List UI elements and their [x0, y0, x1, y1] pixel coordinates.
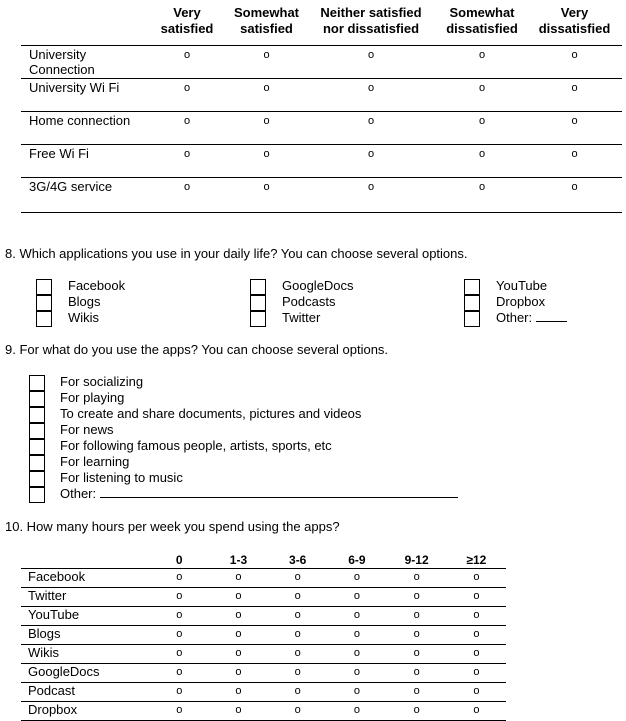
radio-option[interactable]: o [437, 46, 527, 79]
hours-column-header: 6-9 [348, 553, 366, 567]
radio-option[interactable]: o [146, 145, 228, 178]
checkbox[interactable] [250, 311, 266, 327]
corner-cell [21, 5, 146, 46]
radio-option[interactable]: o [146, 46, 228, 79]
checkbox-label-text: YouTube [496, 278, 548, 293]
radio-option[interactable]: o [447, 645, 506, 664]
radio-option[interactable]: o [209, 607, 268, 626]
radio-option[interactable]: o [327, 645, 386, 664]
hours-row [21, 664, 506, 683]
radio-option[interactable]: o [150, 664, 209, 683]
radio-option[interactable]: o [327, 683, 386, 702]
checkbox[interactable] [29, 423, 45, 439]
radio-option[interactable]: o [447, 702, 506, 721]
app-row-label: Wikis [21, 645, 150, 664]
checkbox-label [60, 454, 129, 470]
checkbox-label [60, 470, 183, 486]
radio-option[interactable]: o [228, 178, 305, 213]
question-8-text: 8. Which applications you use in your daily life? You can choose several options. [5, 246, 468, 261]
checkbox-label-text: Podcasts [282, 294, 336, 309]
radio-option[interactable]: o [387, 664, 447, 683]
checkbox-label-text: Other: [496, 310, 533, 325]
hours-row [21, 607, 506, 626]
radio-option[interactable]: o [268, 683, 327, 702]
checkbox-label [282, 310, 320, 326]
column-header-line: satisfied [160, 21, 214, 36]
radio-option[interactable]: o [327, 569, 386, 588]
hours-column-header: 3-6 [289, 553, 307, 567]
checkbox-label [68, 294, 101, 310]
checkbox[interactable] [29, 391, 45, 407]
checkbox[interactable] [464, 279, 480, 295]
hours-row [21, 645, 506, 664]
column-header-very-satisfied [146, 5, 228, 46]
radio-option[interactable]: o [447, 664, 506, 683]
checkbox-label-text: Blogs [68, 294, 101, 309]
radio-option[interactable]: o [327, 664, 386, 683]
checkbox[interactable] [250, 279, 266, 295]
app-row-label: Facebook [21, 569, 150, 588]
radio-option[interactable]: o [228, 112, 305, 145]
satisfaction-row [21, 46, 622, 79]
hours-row [21, 702, 506, 721]
radio-option[interactable]: o [437, 112, 527, 145]
radio-option[interactable]: o [447, 626, 506, 645]
radio-option[interactable]: o [387, 588, 447, 607]
checkbox[interactable] [464, 311, 480, 327]
radio-option[interactable]: o [387, 683, 447, 702]
radio-option[interactable]: o [305, 79, 437, 112]
hours-column-header: 0 [175, 553, 183, 567]
checkbox-label [68, 278, 125, 294]
radio-option[interactable]: o [209, 645, 268, 664]
row-label [21, 112, 146, 145]
hours-column-header: ≥12 [466, 553, 487, 567]
radio-option[interactable]: o [268, 645, 327, 664]
radio-option[interactable]: o [387, 626, 447, 645]
checkbox-label-text: For news [60, 422, 114, 437]
app-row-label: Twitter [21, 588, 150, 607]
question-10-text: 10. How many hours per week you spend using the apps? [5, 519, 340, 534]
radio-option[interactable]: o [146, 79, 228, 112]
app-row-label: Blogs [21, 626, 150, 645]
radio-option[interactable]: o [209, 702, 268, 721]
checkbox-label [496, 294, 545, 310]
radio-option[interactable]: o [327, 702, 386, 721]
column-header-line: dissatisfied [446, 21, 518, 36]
hours-row [21, 588, 506, 607]
checkbox[interactable] [36, 295, 52, 311]
hours-row [21, 569, 506, 588]
radio-option[interactable]: o [447, 607, 506, 626]
radio-option[interactable]: o [228, 145, 305, 178]
row-label-line: University [29, 47, 87, 62]
checkbox-label [282, 294, 335, 310]
checkbox-label-text: Facebook [68, 278, 126, 293]
radio-option[interactable]: o [527, 145, 622, 178]
satisfaction-row [21, 178, 622, 213]
row-label-line: Free Wi Fi [29, 146, 89, 161]
app-row-label: Podcast [21, 683, 150, 702]
hours-row [21, 626, 506, 645]
radio-option[interactable]: o [387, 607, 447, 626]
checkbox-label [60, 438, 332, 454]
checkbox[interactable] [464, 295, 480, 311]
app-row-label: GoogleDocs [21, 664, 150, 683]
checkbox-label-text: Wikis [68, 310, 100, 325]
radio-option[interactable]: o [150, 645, 209, 664]
satisfaction-row [21, 79, 622, 112]
checkbox[interactable] [29, 487, 45, 503]
satisfaction-table [21, 5, 622, 213]
radio-option[interactable]: o [327, 588, 386, 607]
radio-option[interactable]: o [268, 569, 327, 588]
radio-option[interactable]: o [447, 588, 506, 607]
column-header-line: Somewhat [449, 5, 515, 20]
app-row-label: YouTube [21, 607, 150, 626]
hours-table [21, 552, 506, 721]
checkbox-label [496, 310, 567, 326]
radio-option[interactable]: o [387, 645, 447, 664]
radio-option[interactable]: o [150, 626, 209, 645]
checkbox[interactable] [29, 407, 45, 423]
hours-column-header: 1-3 [229, 553, 248, 567]
radio-option[interactable]: o [150, 569, 209, 588]
checkbox-label-text: For listening to music [60, 470, 183, 485]
row-label [21, 178, 146, 213]
hours-header-row [21, 552, 506, 569]
radio-option[interactable]: o [268, 607, 327, 626]
question-9-text: 9. For what do you use the apps? You can choose several options. [5, 342, 389, 357]
satisfaction-row [21, 112, 622, 145]
radio-option[interactable]: o [437, 79, 527, 112]
checkbox[interactable] [36, 279, 52, 295]
radio-option[interactable]: o [327, 626, 386, 645]
checkbox-label [282, 278, 354, 294]
radio-option[interactable]: o [209, 664, 268, 683]
other-blank-line[interactable] [100, 486, 458, 498]
checkbox-label-text: Dropbox [496, 294, 546, 309]
column-header-very-dissatisfied [527, 5, 622, 46]
checkbox-label-text: Other: [60, 486, 97, 501]
checkbox[interactable] [29, 471, 45, 487]
column-header-line: Neither satisfied [320, 5, 422, 20]
radio-option[interactable]: o [527, 178, 622, 213]
radio-option[interactable]: o [150, 702, 209, 721]
radio-option[interactable]: o [268, 664, 327, 683]
column-header-neither-satisfied-nor-dissatisfied [305, 5, 437, 46]
app-row-label: Dropbox [21, 702, 150, 721]
checkbox-label-text: For playing [60, 390, 125, 405]
radio-option[interactable]: o [150, 588, 209, 607]
radio-option[interactable]: o [527, 79, 622, 112]
radio-option[interactable]: o [305, 112, 437, 145]
checkbox[interactable] [29, 455, 45, 471]
radio-option[interactable]: o [150, 683, 209, 702]
checkbox-label-text: GoogleDocs [282, 278, 354, 293]
checkbox-label [60, 374, 143, 390]
radio-option[interactable]: o [527, 46, 622, 79]
radio-option[interactable]: o [268, 626, 327, 645]
column-header-line: satisfied [240, 21, 293, 36]
radio-option[interactable]: o [146, 112, 228, 145]
checkbox-label-text: For socializing [60, 374, 144, 389]
checkbox[interactable] [250, 295, 266, 311]
radio-option[interactable]: o [447, 569, 506, 588]
checkbox-label [60, 422, 113, 438]
row-label-line: Home connection [29, 113, 131, 128]
checkbox-label [60, 390, 124, 406]
row-label [21, 46, 146, 79]
radio-option[interactable]: o [209, 569, 268, 588]
radio-option[interactable]: o [146, 178, 228, 213]
radio-option[interactable]: o [209, 683, 268, 702]
radio-option[interactable]: o [387, 702, 447, 721]
radio-option[interactable]: o [437, 178, 527, 213]
other-blank-line[interactable] [536, 310, 567, 322]
radio-option[interactable]: o [228, 79, 305, 112]
radio-option[interactable]: o [305, 145, 437, 178]
radio-option[interactable]: o [209, 588, 268, 607]
row-label [21, 145, 146, 178]
radio-option[interactable]: o [387, 569, 447, 588]
hours-row [21, 683, 506, 702]
checkbox-label [60, 486, 458, 502]
satisfaction-row [21, 145, 622, 178]
checkbox[interactable] [29, 439, 45, 455]
radio-option[interactable]: o [447, 683, 506, 702]
column-header-line: nor dissatisfied [322, 21, 420, 36]
row-label-line: University Wi Fi [29, 80, 120, 95]
column-header-line: Very [560, 5, 589, 20]
checkbox-label [496, 278, 547, 294]
radio-option[interactable]: o [150, 607, 209, 626]
radio-option[interactable]: o [437, 145, 527, 178]
radio-option[interactable]: o [305, 46, 437, 79]
column-header-line: Very [173, 5, 201, 20]
row-label-line: Connection [29, 62, 95, 77]
checkbox-label-text: To create and share documents, pictures and videos [60, 406, 362, 421]
row-label-line: 3G/4G service [29, 179, 113, 194]
checkbox-label-text: For following famous people, artists, sports, etc [60, 438, 332, 453]
radio-option[interactable]: o [268, 588, 327, 607]
radio-option[interactable]: o [228, 46, 305, 79]
checkbox-label-text: Twitter [282, 310, 321, 325]
column-header-somewhat-dissatisfied [437, 5, 527, 46]
checkbox-label [68, 310, 99, 326]
column-header-line: Somewhat [233, 5, 299, 20]
column-header-somewhat-satisfied [228, 5, 305, 46]
radio-option[interactable]: o [268, 702, 327, 721]
column-header-line: dissatisfied [538, 21, 611, 36]
hours-column-header: 9-12 [404, 553, 429, 567]
corner-cell [21, 552, 150, 569]
checkbox[interactable] [29, 375, 45, 391]
radio-option[interactable]: o [527, 112, 622, 145]
satisfaction-header-row [21, 5, 622, 46]
checkbox-label-text: For learning [60, 454, 130, 469]
row-label [21, 79, 146, 112]
radio-option[interactable]: o [327, 607, 386, 626]
checkbox-label [60, 406, 361, 422]
radio-option[interactable]: o [305, 178, 437, 213]
checkbox[interactable] [36, 311, 52, 327]
radio-option[interactable]: o [209, 626, 268, 645]
